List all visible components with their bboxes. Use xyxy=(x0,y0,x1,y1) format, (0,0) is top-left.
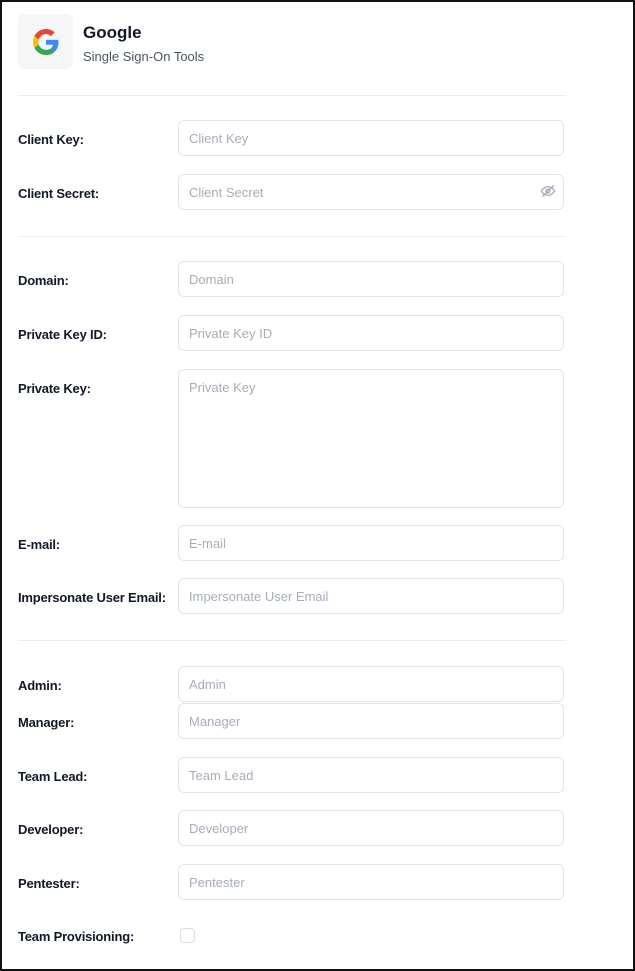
admin-label: Admin: xyxy=(18,678,62,693)
provider-subtitle: Single Sign-On Tools xyxy=(83,49,205,64)
email-label: E-mail: xyxy=(18,537,60,552)
manager-label: Manager: xyxy=(18,715,75,730)
google-logo xyxy=(18,14,73,69)
team-lead-label: Team Lead: xyxy=(18,769,88,784)
manager-input[interactable] xyxy=(178,703,564,739)
private-key-textarea[interactable] xyxy=(178,369,564,508)
domain-input[interactable] xyxy=(178,261,564,297)
google-g-icon xyxy=(33,29,59,55)
developer-label: Developer: xyxy=(18,822,84,837)
provider-header xyxy=(18,14,578,74)
pentester-label: Pentester: xyxy=(18,876,80,891)
private-key-id-input[interactable] xyxy=(178,315,564,351)
private-key-label: Private Key: xyxy=(18,381,91,396)
team-lead-input[interactable] xyxy=(178,757,564,793)
section-divider xyxy=(18,640,566,641)
client-key-input[interactable] xyxy=(178,120,564,156)
provider-title: Google xyxy=(83,23,142,42)
client-secret-label: Client Secret: xyxy=(18,186,100,201)
developer-input[interactable] xyxy=(178,810,564,846)
client-secret-input[interactable] xyxy=(178,174,564,210)
team-provisioning-label: Team Provisioning: xyxy=(18,929,135,944)
private-key-id-label: Private Key ID: xyxy=(18,327,107,342)
section-divider xyxy=(18,95,566,96)
impersonate-email-input[interactable] xyxy=(178,578,564,614)
eye-off-icon[interactable] xyxy=(540,183,556,199)
pentester-input[interactable] xyxy=(178,864,564,900)
team-provisioning-checkbox[interactable] xyxy=(180,928,195,943)
email-input[interactable] xyxy=(178,525,564,561)
client-key-label: Client Key: xyxy=(18,132,84,147)
domain-label: Domain: xyxy=(18,273,69,288)
admin-input[interactable] xyxy=(178,666,564,702)
section-divider xyxy=(18,236,566,237)
impersonate-email-label: Impersonate User Email: xyxy=(18,590,166,605)
